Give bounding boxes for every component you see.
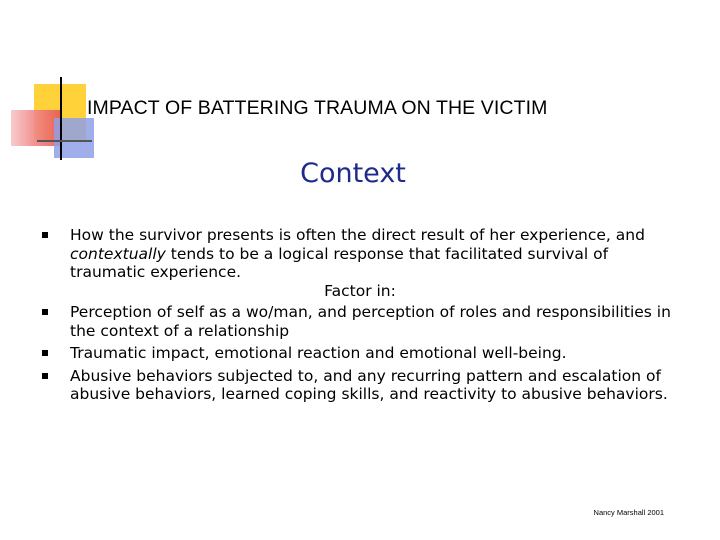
bullet-text-part: How the survivor presents is often the direct result of her experience, and (70, 226, 645, 244)
bullet-square-icon (42, 309, 48, 315)
bullet-square-icon (42, 350, 48, 356)
bullet-item (40, 344, 680, 363)
bullet-list (40, 226, 680, 404)
decorative-vertical-line (60, 77, 62, 160)
bullet-text-italic: contextually (70, 244, 166, 263)
bullet-text: Abusive behaviors subjected to, and any recurring pattern and escalation of abusive behaviors, learned coping skills, and reactivity to abusive behaviors. (70, 366, 668, 403)
footer-credit: Nancy Marshall 2001 (593, 508, 664, 517)
bullet-item (40, 367, 680, 404)
slide-subtitle: Context (300, 158, 406, 189)
bullet-text: Perception of self as a wo/man, and perception of roles and responsibilities in the context of a relationship (70, 303, 671, 340)
slide-title: IMPACT OF BATTERING TRAUMA ON THE VICTIM (87, 97, 548, 119)
bullet-item (40, 303, 680, 340)
decorative-horizontal-line (37, 140, 92, 142)
bullet-text-part: tends to be a logical response that facilitated survival of traumatic experience. (70, 244, 609, 281)
bullet-item (40, 226, 680, 300)
bullet-text: Traumatic impact, emotional reaction and emotional well-being. (70, 344, 567, 362)
bullet-square-icon (42, 373, 48, 379)
bullet-square-icon (42, 232, 48, 238)
factor-in-heading: Factor in: (324, 281, 396, 300)
